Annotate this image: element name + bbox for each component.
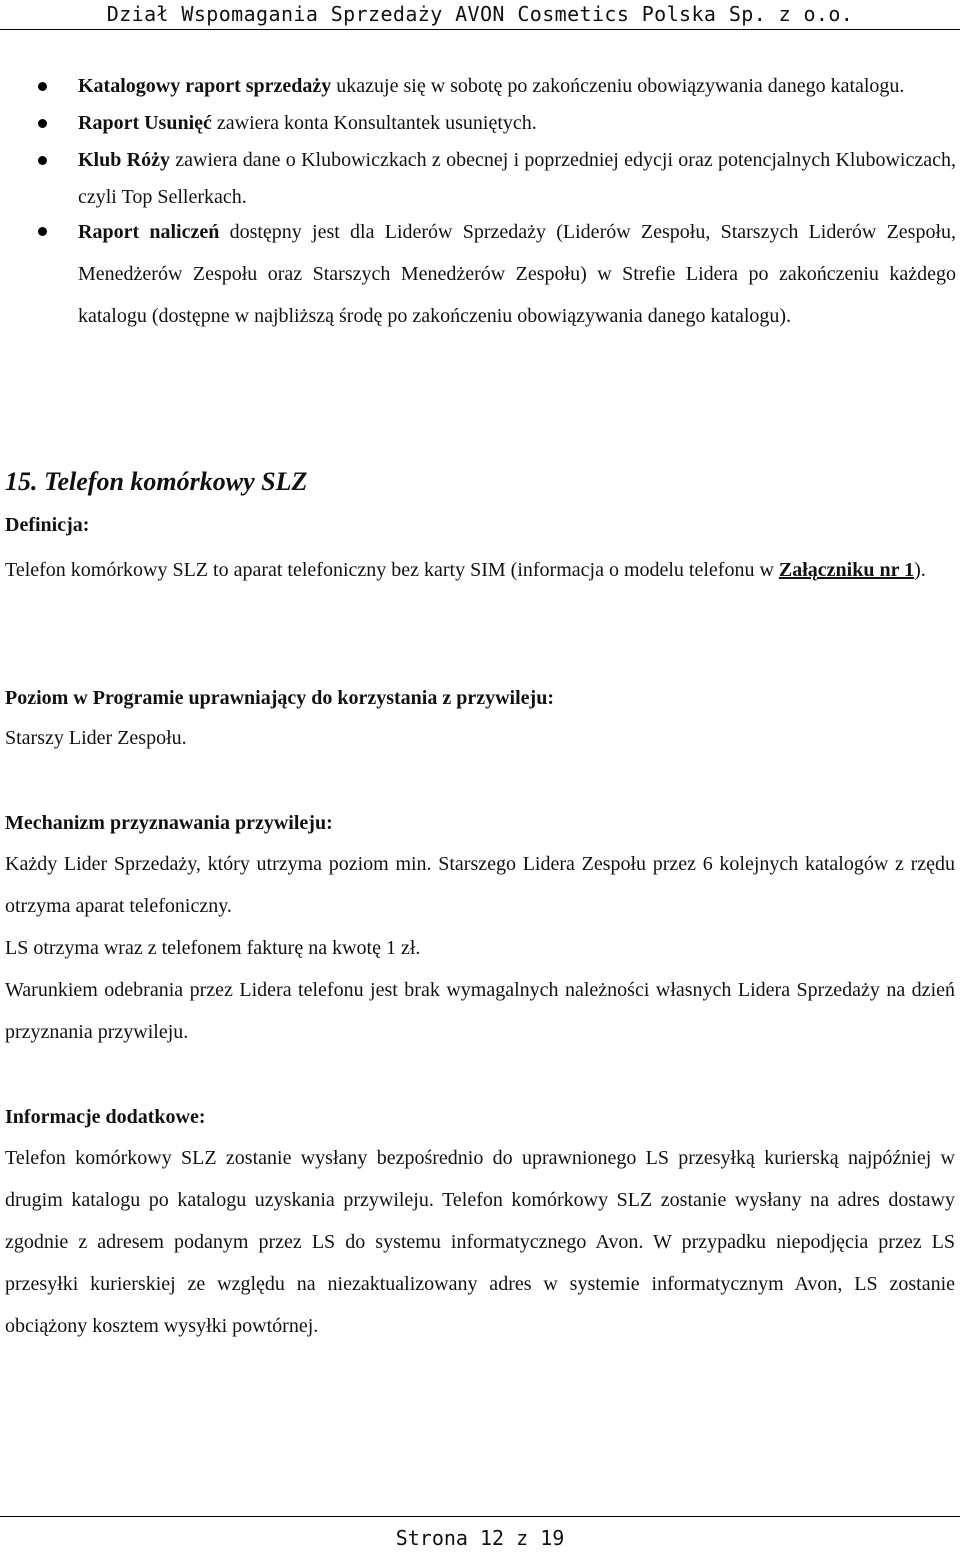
info-block [5, 1097, 955, 1347]
bullet-text: zawiera konta Konsultantek usuniętych. [211, 112, 537, 134]
definition-block [5, 505, 955, 591]
info-label: Informacje dodatkowe: [5, 1106, 206, 1128]
list-item [34, 105, 956, 142]
bullet-icon [38, 82, 47, 91]
mechanism-label: Mechanizm przyznawania przywileju: [5, 812, 333, 834]
bullet-icon [38, 227, 47, 236]
report-bullet-list [34, 68, 956, 337]
level-label: Poziom w Programie uprawniający do korzystania z przywileju: [5, 687, 554, 709]
info-text: Telefon komórkowy SLZ zostanie wysłany bezpośrednio do uprawnionego LS przesyłką kurierską najpóźniej w drugim katalogu po katalogu uzyskania przywileju. Telefon komórkowy SLZ zostanie wysłany na adres dostawy zgodnie z adresem podanym przez LS do systemu informatycznego Avon. W przypadku niepodjęcia przez LS przesyłki kurierskiej ze względu na niezaktualizowany adres w systemie informatycznym Avon, LS zostanie obciążony kosztem wysyłki powtórnej. [5, 1147, 955, 1337]
bullet-text: ukazuje się w sobotę po zakończeniu obowiązywania danego katalogu. [331, 75, 905, 97]
mechanism-paragraph-1: Każdy Lider Sprzedaży, który utrzyma poziom min. Starszego Lidera Zespołu przez 6 kolejnych katalogów z rzędu otrzyma aparat telefoniczny. [5, 853, 955, 917]
mechanism-paragraph-2: LS otrzyma wraz z telefonem fakturę na kwotę 1 zł. [5, 937, 421, 959]
definition-end: ). [914, 559, 926, 581]
bullet-title: Raport Usunięć [78, 112, 212, 134]
page-header: Dział Wspomagania Sprzedaży AVON Cosmetics Polska Sp. z o.o. [106, 2, 854, 26]
mechanism-block [5, 803, 955, 1053]
definition-text [5, 549, 955, 591]
definition-body: Telefon komórkowy SLZ to aparat telefoniczny bez karty SIM (informacja o modelu telefonu w [5, 559, 779, 581]
definition-label: Definicja: [5, 514, 90, 536]
mechanism-paragraph-3: Warunkiem odebrania przez Lidera telefonu jest brak wymagalnych należności własnych Lidera Sprzedaży na dzień przyznania przywileju. [5, 979, 955, 1043]
bullet-text: dostępny jest dla Liderów Sprzedaży (Liderów Zespołu, Starszych Liderów Zespołu, Menedżerów Zespołu oraz Starszych Menedżerów Zespołu) w Strefie Lidera po zakończeniu każdego katalogu (dostępne w najbliższą środę po zakończeniu obowiązywania danego katalogu). [78, 221, 957, 327]
footer-divider [0, 1516, 960, 1517]
list-item [34, 142, 956, 216]
bullet-title: Katalogowy raport sprzedaży [78, 75, 332, 97]
list-item [34, 68, 956, 105]
bullet-text: zawiera dane o Klubowiczkach z obecnej i poprzedniej edycji oraz potencjalnych Klubowiczach, czyli Top Sellerkach. [78, 149, 956, 208]
bullet-icon [38, 119, 47, 128]
page-number: Strona 12 z 19 [395, 1526, 565, 1550]
section-title: 15. Telefon komórkowy SLZ [5, 467, 308, 496]
list-item [34, 211, 956, 337]
bullet-title: Klub Róży [78, 149, 170, 171]
bullet-title: Raport naliczeń [78, 221, 220, 243]
bullet-icon [38, 156, 47, 165]
attachment-link[interactable]: Załączniku nr 1 [778, 559, 915, 581]
level-text: Starszy Lider Zespołu. [5, 727, 187, 749]
header-divider [0, 29, 960, 30]
level-block [5, 678, 955, 758]
